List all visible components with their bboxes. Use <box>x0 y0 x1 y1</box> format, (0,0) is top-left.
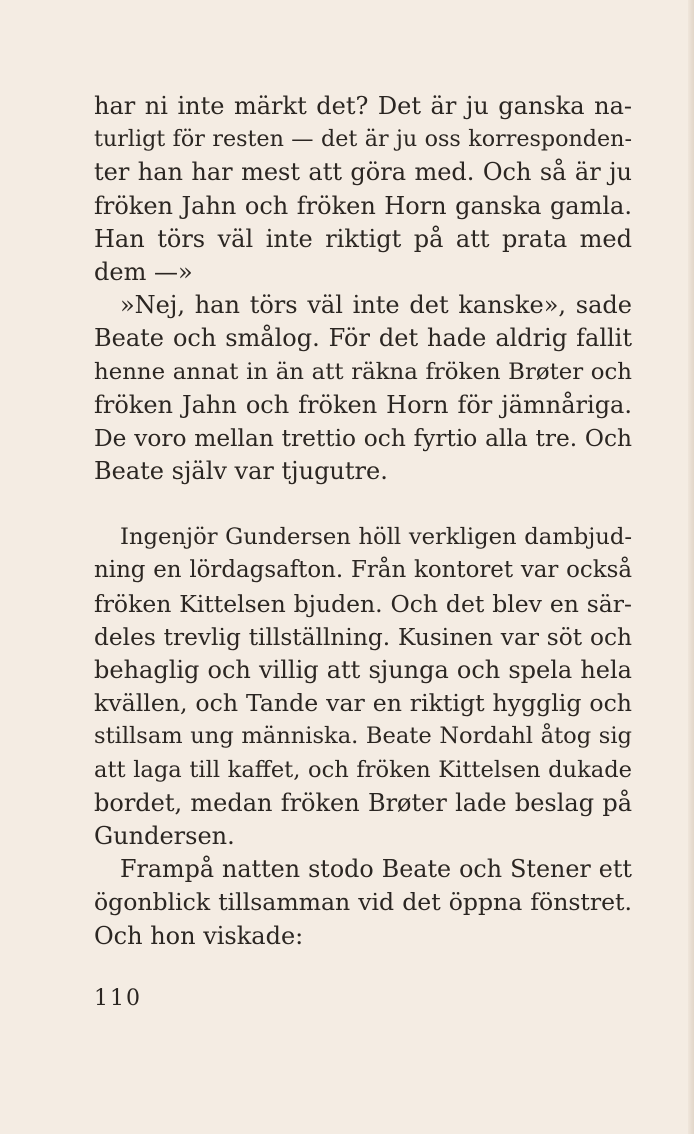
paragraph-3 <box>94 521 632 853</box>
text-line: fröken Jahn och fröken Horn ganska gamla. <box>94 191 632 220</box>
text-line: deles trevlig tillställning. Kusinen var söt och <box>94 623 632 651</box>
text-line: behaglig och villig att sjunga och spela hela <box>94 656 632 684</box>
text-line: fröken Kittelsen bjuden. Och det blev en sär- <box>94 589 632 618</box>
paragraph-4 <box>94 853 632 953</box>
text-line: »Nej, han törs väl inte det kanske», sade <box>120 291 632 320</box>
text-line: turligt för resten — det är ju oss korresponden- <box>94 126 632 153</box>
page-number: 110 <box>94 986 142 1011</box>
text-line: kvällen, och Tande var en riktigt hygglig och <box>94 689 632 718</box>
text-line: stillsam ung människa. Beate Nordahl åtog sig <box>94 723 632 750</box>
text-line: Beate själv var tjugutre. <box>94 457 388 486</box>
text-line: De voro mellan trettio och fyrtio alla tre. Och <box>94 424 632 452</box>
text-line: har ni inte märkt det? Det är ju ganska na- <box>94 92 632 120</box>
text-line: Han törs väl inte riktigt på att prata med <box>94 224 632 253</box>
text-line: ögonblick tillsamman vid det öppna fönstret. <box>94 888 632 917</box>
paragraph-1 <box>94 90 632 289</box>
text-line: ning en lördagsafton. Från kontoret var också <box>94 557 632 584</box>
text-line: bordet, medan fröken Brøter lade beslag på <box>94 788 632 817</box>
text-line: att laga till kaffet, och fröken Kittelsen dukade <box>94 756 632 783</box>
body-text <box>94 90 632 953</box>
text-line: Och hon viskade: <box>94 921 304 950</box>
section-break <box>94 488 632 521</box>
text-line: ter han har mest att göra med. Och så är ju <box>94 158 632 187</box>
text-line: Frampå natten stodo Beate och Stener ett <box>120 855 632 884</box>
paragraph-2 <box>94 289 632 488</box>
text-line: Beate och smålog. För det hade aldrig fallit <box>94 324 632 353</box>
page-edge-shadow <box>688 0 694 1134</box>
text-line: Gundersen. <box>94 821 235 850</box>
text-line: dem —» <box>94 257 193 286</box>
text-line: Ingenjör Gundersen höll verkligen dambjud- <box>120 524 632 551</box>
text-line: fröken Jahn och fröken Horn för jämnåriga. <box>94 390 632 419</box>
text-line: henne annat in än att räkna fröken Brøter och <box>94 358 632 385</box>
